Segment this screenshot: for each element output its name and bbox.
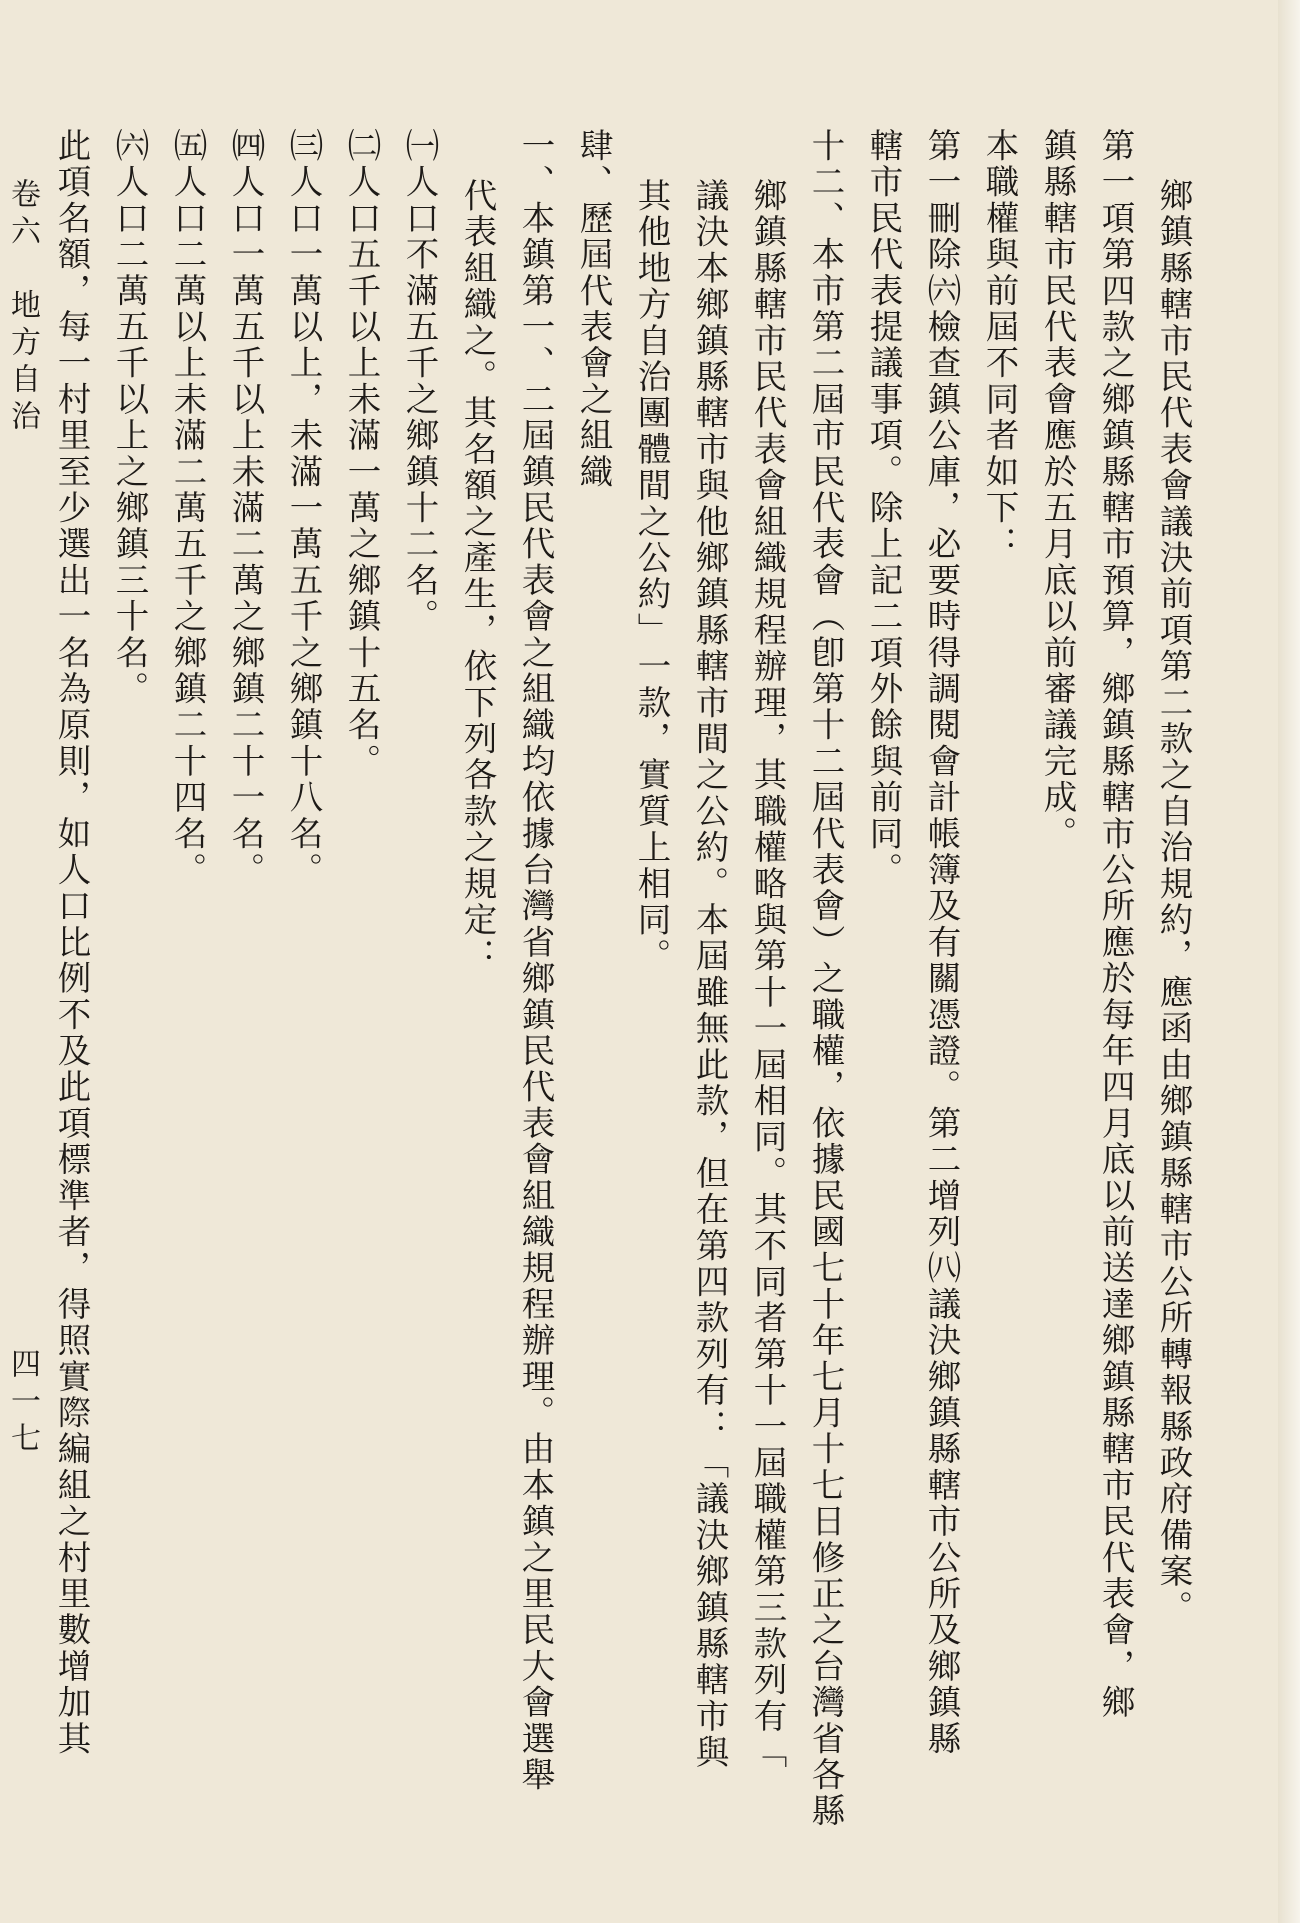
text-column-6: 轄市民代表提議事項。除上記二項外餘與前同。 bbox=[864, 128, 903, 889]
text-column-20: 此項名額，每一村里至少選出一名為原則，如人口比例不及此項標準者，得照實際編組之村里數增加其 bbox=[52, 128, 91, 1757]
list-item-5: ㈤人口二萬以上未滿二萬五千之鄉鎮二十四名。 bbox=[168, 128, 207, 889]
list-item-3: ㈢人口一萬以上，未滿一萬五千之鄉鎮十八名。 bbox=[284, 128, 323, 889]
page-number: 四一七 bbox=[5, 1348, 40, 1459]
list-item-6: ㈥人口二萬五千以上之鄉鎮三十名。 bbox=[110, 128, 149, 708]
text-column-13: 代表組織之。其名額之產生，依下列各款之規定： bbox=[458, 178, 497, 975]
text-column-4: 本職權與前屆不同者如下： bbox=[980, 128, 1019, 563]
text-column-2: 第一項第四款之鄉鎮縣轄市預算，鄉鎮縣轄市公所應於每年四月底以前送達鄉鎮縣轄市民代表會，鄉 bbox=[1096, 128, 1135, 1721]
text-column-9: 議決本鄉鎮縣轄市與他鄉鎮縣轄市間之公約。本屆雖無此款，但在第四款列有：「議決鄉鎮縣轄市與 bbox=[690, 178, 729, 1771]
text-column-5: 第一刪除㈥檢查鎮公庫，必要時得調閱會計帳簿及有關憑證。第二增列㈧議決鄉鎮縣轄市公所及鄉鎮縣 bbox=[922, 128, 961, 1757]
text-column-12: 一、本鎮第一、二屆鎮民代表會之組織均依據台灣省鄉鎮民代表會組織規程辦理。由本鎮之里民大會選舉 bbox=[516, 128, 555, 1794]
text-column-8: 鄉鎮縣轄市民代表會組織規程辦理，其職權略與第十一屆相同。其不同者第十一屆職權第三款列有「 bbox=[748, 178, 787, 1771]
list-item-4: ㈣人口一萬五千以上未滿二萬之鄉鎮二十一名。 bbox=[226, 128, 265, 889]
list-item-1: ㈠人口不滿五千之鄉鎮十二名。 bbox=[400, 128, 439, 635]
text-column-3: 鎮縣轄市民代表會應於五月底以前審議完成。 bbox=[1038, 128, 1077, 852]
list-item-2: ㈡人口五千以上未滿一萬之鄉鎮十五名。 bbox=[342, 128, 381, 780]
section-heading: 肆、歷屆代表會之組織 bbox=[574, 128, 613, 490]
running-header: 卷六 地方自治 bbox=[5, 178, 40, 437]
text-column-10: 其他地方自治團體間之公約」一款，實質上相同。 bbox=[632, 178, 671, 975]
text-column-1: 鄉鎮縣轄市民代表會議決前項第二款之自治規約，應函由鄉鎮縣轄市公所轉報縣政府備案。 bbox=[1154, 178, 1193, 1626]
page-edge bbox=[1278, 0, 1300, 1923]
text-column-7: 十二、本市第二屆市民代表會（卽第十二屆代表會）之職權，依據民國七十年七月十七日修正之台灣省各縣 bbox=[806, 128, 845, 1830]
